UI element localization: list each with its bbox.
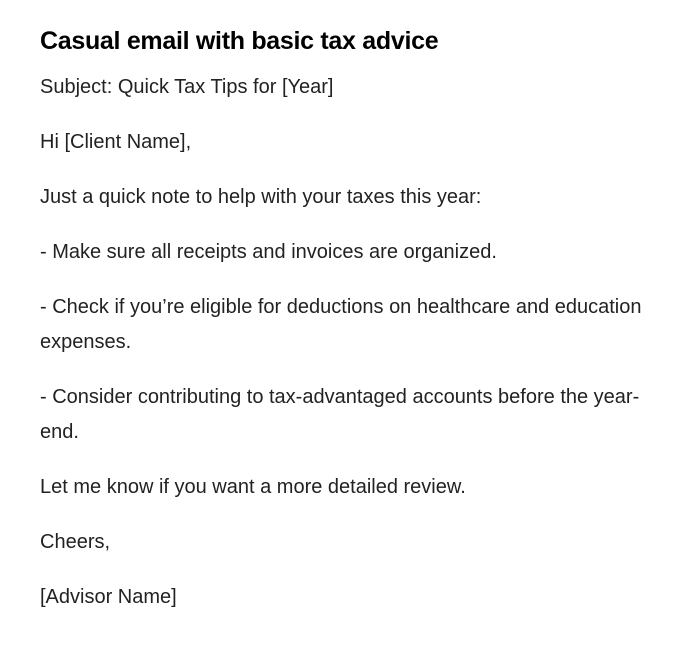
tip-item-receipts: - Make sure all receipts and invoices are organized. xyxy=(40,241,497,263)
tip-item-deductions: - Check if you’re eligible for deductions on healthcare and education expenses. xyxy=(40,296,642,353)
tip-item-accounts: - Consider contributing to tax-advantaged accounts before the year-end. xyxy=(40,386,640,443)
document-title: Casual email with basic tax advice xyxy=(40,27,439,55)
email-signature: [Advisor Name] xyxy=(40,586,177,608)
email-intro: Just a quick note to help with your taxes this year: xyxy=(40,186,482,208)
email-greeting: Hi [Client Name], xyxy=(40,131,192,153)
email-closing-line: Let me know if you want a more detailed review. xyxy=(40,476,466,498)
email-sign-off: Cheers, xyxy=(40,531,111,553)
email-subject: Subject: Quick Tax Tips for [Year] xyxy=(40,76,334,98)
